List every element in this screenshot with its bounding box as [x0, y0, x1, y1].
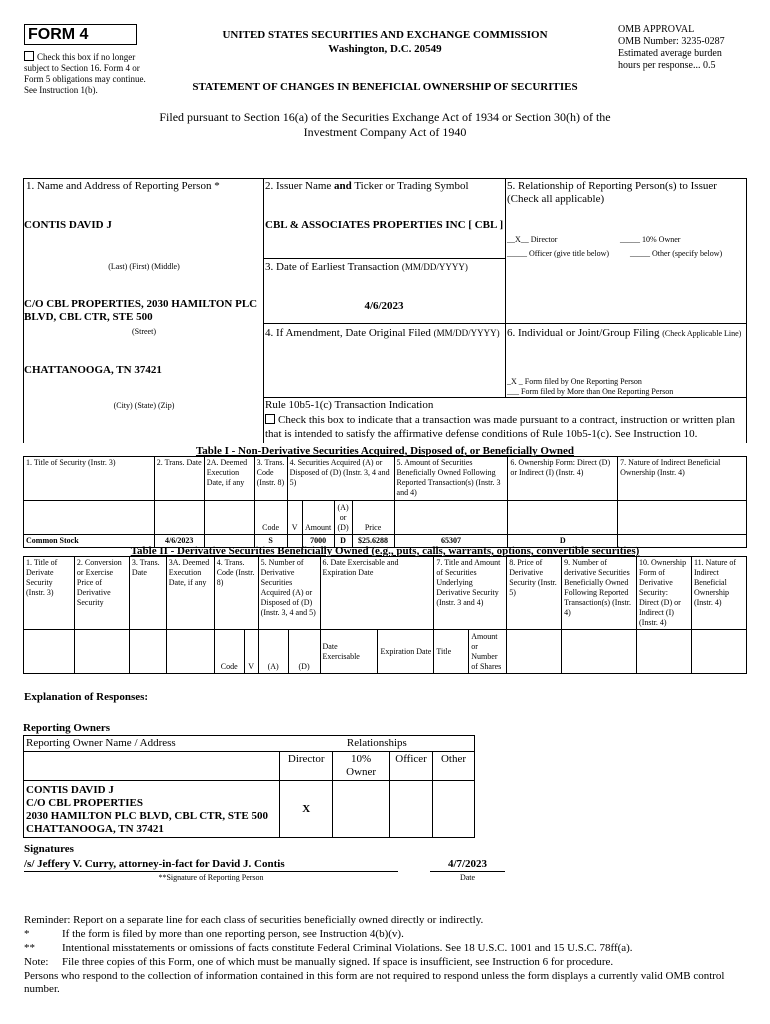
table1-row-owned: 65307 — [394, 535, 508, 548]
table2-header-date: 3. Trans. Date — [129, 557, 166, 630]
footer-reminder: Reminder: Report on a separate line for each class of securities beneficially owned directly or indirectly. — [24, 914, 484, 926]
footer-star1-text: If the form is filed by more than one reporting person, see Instruction 4(b)(v). — [62, 928, 404, 940]
table1-header-deemed: 2A. Deemed Execution Date, if any — [204, 457, 254, 501]
table2-header-title: 1. Title of Derivate Security (Instr. 3) — [24, 557, 75, 630]
earliest-transaction-date: 4/6/2023 — [364, 300, 404, 312]
omb-hours: hours per response... 0.5 — [618, 60, 716, 71]
form-title: FORM 4 — [28, 26, 89, 43]
table2-header-conversion: 2. Conversion or Exercise Price of Derivative Security — [74, 557, 129, 630]
table2-sub-v: V — [244, 630, 258, 674]
filing-type-more-persons[interactable]: ___ Form filed by More than One Reporting Person — [507, 387, 674, 396]
street-caption: (Street) — [132, 327, 156, 336]
statement-title: STATEMENT OF CHANGES IN BENEFICIAL OWNERSHIP OF SECURITIES — [192, 81, 578, 93]
relationship-ten-pct-owner[interactable]: _____ 10% Owner — [620, 235, 681, 244]
form-title-box — [24, 24, 137, 45]
no-longer-subject-checkbox[interactable] — [24, 51, 34, 61]
footer-note-mark: Note: — [24, 956, 49, 968]
name-caption: (Last) (First) (Middle) — [108, 262, 180, 271]
table1-header-ownership-form: 6. Ownership Form: Direct (D) or Indirect (I) (Instr. 4) — [508, 457, 618, 501]
table1-header-date: 2. Trans. Date — [154, 457, 204, 501]
footer-star2-mark: ** — [24, 942, 35, 954]
issuer-name: CBL & ASSOCIATES PROPERTIES INC [ CBL ] — [265, 219, 504, 231]
owner-address-line-1: CONTIS DAVID J — [26, 784, 114, 796]
table2-sub-code: Code — [214, 630, 244, 674]
city-caption: (City) (State) (Zip) — [113, 401, 175, 410]
table1-header-nature: 7. Nature of Indirect Beneficial Ownership (Instr. 4) — [618, 457, 747, 501]
reporting-person-name: CONTIS DAVID J — [24, 219, 112, 231]
signer-caption: **Signature of Reporting Person — [158, 873, 264, 882]
owners-col-relationships: Relationships — [280, 736, 475, 752]
table-row — [24, 781, 475, 838]
table1-row-security: Common Stock — [24, 535, 155, 548]
amendment-label: 4. If Amendment, Date Original Filed (MM/DD/YYYY) — [265, 327, 500, 339]
earliest-transaction-label: 3. Date of Earliest Transaction (MM/DD/YYYY) — [265, 261, 468, 273]
table2-header-code: 4. Trans. Code (Instr. 8) — [214, 557, 258, 630]
table1-title: Table I - Non-Derivative Securities Acquired, Disposed of, or Beneficially Owned — [195, 445, 575, 457]
no-longer-subject-text: Check this box if no longer subject to Section 16. Form 4 or Form 5 obligations may continue. See Instruction 1(b). — [24, 52, 146, 95]
issuer-name-label: 2. Issuer Name and Ticker or Trading Symbol — [265, 180, 469, 192]
table2-sub-amount: Amount or Number of Shares — [469, 630, 507, 674]
filed-pursuant-line-2: Investment Company Act of 1940 — [303, 125, 467, 139]
owners-col-other: Other — [433, 752, 475, 781]
table2-header-price: 8. Price of Derivative Security (Instr. 5) — [507, 557, 562, 630]
rule-10b5-checkbox[interactable] — [265, 414, 275, 424]
signature-date-caption: Date — [459, 873, 476, 882]
reporting-person-label: 1. Name and Address of Reporting Person * — [26, 180, 220, 192]
owners-col-name: Reporting Owner Name / Address — [24, 736, 280, 752]
reporting-person-city: CHATTANOOGA, TN 37421 — [24, 364, 162, 376]
relationship-director[interactable]: __X__ Director — [507, 235, 558, 244]
owner-address-line-3: 2030 HAMILTON PLC BLVD, CBL CTR, STE 500 — [26, 810, 268, 822]
table1-header-title: 1. Title of Security (Instr. 3) — [24, 457, 155, 501]
no-longer-subject-checkbox-row — [24, 51, 154, 96]
table1 — [23, 456, 747, 548]
table2-header-number: 5. Number of Derivative Securities Acquired (A) or Disposed of (D) (Instr. 3, 4 and 5) — [258, 557, 320, 630]
signature-date: 4/7/2023 — [447, 858, 488, 870]
omb-title: OMB APPROVAL — [618, 24, 695, 35]
footer-persons: Persons who respond to the collection of information contained in this form are not required to respond unless the form displays a currently valid OMB control number. — [24, 970, 725, 995]
signatures-title: Signatures — [24, 843, 74, 855]
table1-sub-v: V — [287, 501, 302, 535]
earliest-transaction-format: (MM/DD/YYYY) — [401, 262, 468, 272]
table2 — [23, 556, 747, 674]
signer-name: /s/ Jeffery V. Curry, attorney-in-fact for David J. Contis — [24, 858, 285, 870]
agency-line-2: Washington, D.C. 20549 — [328, 43, 442, 55]
omb-approval-block — [618, 24, 758, 72]
table1-sub-amount: Amount — [302, 501, 334, 535]
table1-row-date: 4/6/2023 — [154, 535, 204, 548]
owners-col-ten-pct: 10% Owner — [333, 752, 390, 781]
table2-header-exercisable: 6. Date Exercisable and Expiration Date — [320, 557, 434, 630]
owners-col-director: Director — [280, 752, 333, 781]
filing-type-one-person[interactable]: _X _ Form filed by One Reporting Person — [507, 377, 642, 386]
table1-header-acquired: 4. Securities Acquired (A) or Disposed of (D) (Instr. 3, 4 and 5) — [287, 457, 394, 501]
table1-sub-price: Price — [352, 501, 394, 535]
table1-row-amount: 7000 — [302, 535, 334, 548]
footer-note-text: File three copies of this Form, one of which must be manually signed. If space is insufficient, see Instruction 6 for procedure. — [62, 956, 614, 968]
table1-sub-code: Code — [254, 501, 287, 535]
table2-sub-date-exercisable: Date Exercisable — [320, 630, 378, 674]
amendment-format: (MM/DD/YYYY) — [433, 328, 500, 338]
rule-10b5-row — [265, 413, 743, 441]
rule-10b5-text: Check this box to indicate that a transaction was made pursuant to a contract, instruction or written plan that is intended to satisfy the affirmative defense conditions of Rule 10b5-1(c). See Instruction 10. — [265, 414, 735, 440]
reporting-person-street: C/O CBL PROPERTIES, 2030 HAMILTON PLC BLVD, CBL CTR, STE 500 — [24, 298, 258, 323]
owner-address-line-2: C/O CBL PROPERTIES — [26, 797, 143, 809]
owners-col-officer: Officer — [390, 752, 433, 781]
filed-pursuant-line-1: Filed pursuant to Section 16(a) of the Securities Exchange Act of 1934 or Section 30(h) of the — [159, 110, 611, 124]
footer-star2-text: Intentional misstatements or omissions of facts constitute Federal Criminal Violations. See 18 U.S.C. 1001 and 15 U.S.C. 78ff(a). — [62, 942, 633, 954]
table1-row-form: D — [508, 535, 618, 548]
relationship-officer[interactable]: _____ Officer (give title below) — [507, 249, 610, 258]
omb-number: OMB Number: 3235-0287 — [618, 36, 725, 47]
table2-sub-d: (D) — [288, 630, 320, 674]
table1-header-amount-owned: 5. Amount of Securities Beneficially Owned Following Reported Transaction(s) (Instr. 3 and 4) — [394, 457, 508, 501]
rule-10b5-title: Rule 10b5-1(c) Transaction Indication — [265, 399, 434, 411]
table2-header-form: 10. Ownership Form of Derivative Security: Direct (D) or Indirect (I) (Instr. 4) — [637, 557, 692, 630]
table1-row-price: $25.6288 — [352, 535, 394, 548]
table2-sub-a: (A) — [258, 630, 288, 674]
table2-sub-title: Title — [434, 630, 469, 674]
table2-title: Table II - Derivative Securities Beneficially Owned (e.g., puts, calls, warrants, options, convertible securities) — [130, 545, 640, 557]
table2-header-nature: 11. Nature of Indirect Beneficial Ownership (Instr. 4) — [691, 557, 746, 630]
omb-burden: Estimated average burden — [618, 48, 722, 59]
table2-header-underlying: 7. Title and Amount of Securities Underlying Derivative Security (Instr. 3 and 4) — [434, 557, 507, 630]
owner-address-line-4: CHATTANOOGA, TN 37421 — [26, 823, 164, 835]
table2-header-owned: 9. Number of derivative Securities Beneficially Owned Following Reported Transaction(s) (Instr. 4) — [562, 557, 637, 630]
reporting-owners-title: Reporting Owners — [23, 722, 111, 734]
reporting-owners-table — [23, 735, 475, 838]
table2-sub-expiration: Expiration Date — [378, 630, 434, 674]
table1-row-code: S — [254, 535, 287, 548]
owner-director-mark: X — [280, 781, 333, 838]
filing-type-label: 6. Individual or Joint/Group Filing (Check Applicable Line) — [507, 327, 742, 339]
relationship-other[interactable]: _____ Other (specify below) — [630, 249, 723, 258]
filing-type-note: (Check Applicable Line) — [662, 329, 742, 338]
table2-header-deemed: 3A. Deemed Execution Date, if any — [166, 557, 214, 630]
reporting-person-label-mark: * — [214, 180, 220, 192]
table1-row-aord: D — [334, 535, 352, 548]
explanation-title: Explanation of Responses: — [24, 691, 149, 703]
table1-sub-aord: (A) or (D) — [334, 501, 352, 535]
relationship-label: 5. Relationship of Reporting Person(s) to Issuer (Check all applicable) — [507, 180, 717, 205]
footer-star1-mark: * — [24, 928, 30, 940]
issuer-name-label-and: and — [334, 180, 352, 192]
agency-line-1: UNITED STATES SECURITIES AND EXCHANGE COMMISSION — [222, 29, 548, 41]
table1-header-code: 3. Trans. Code (Instr. 8) — [254, 457, 287, 501]
